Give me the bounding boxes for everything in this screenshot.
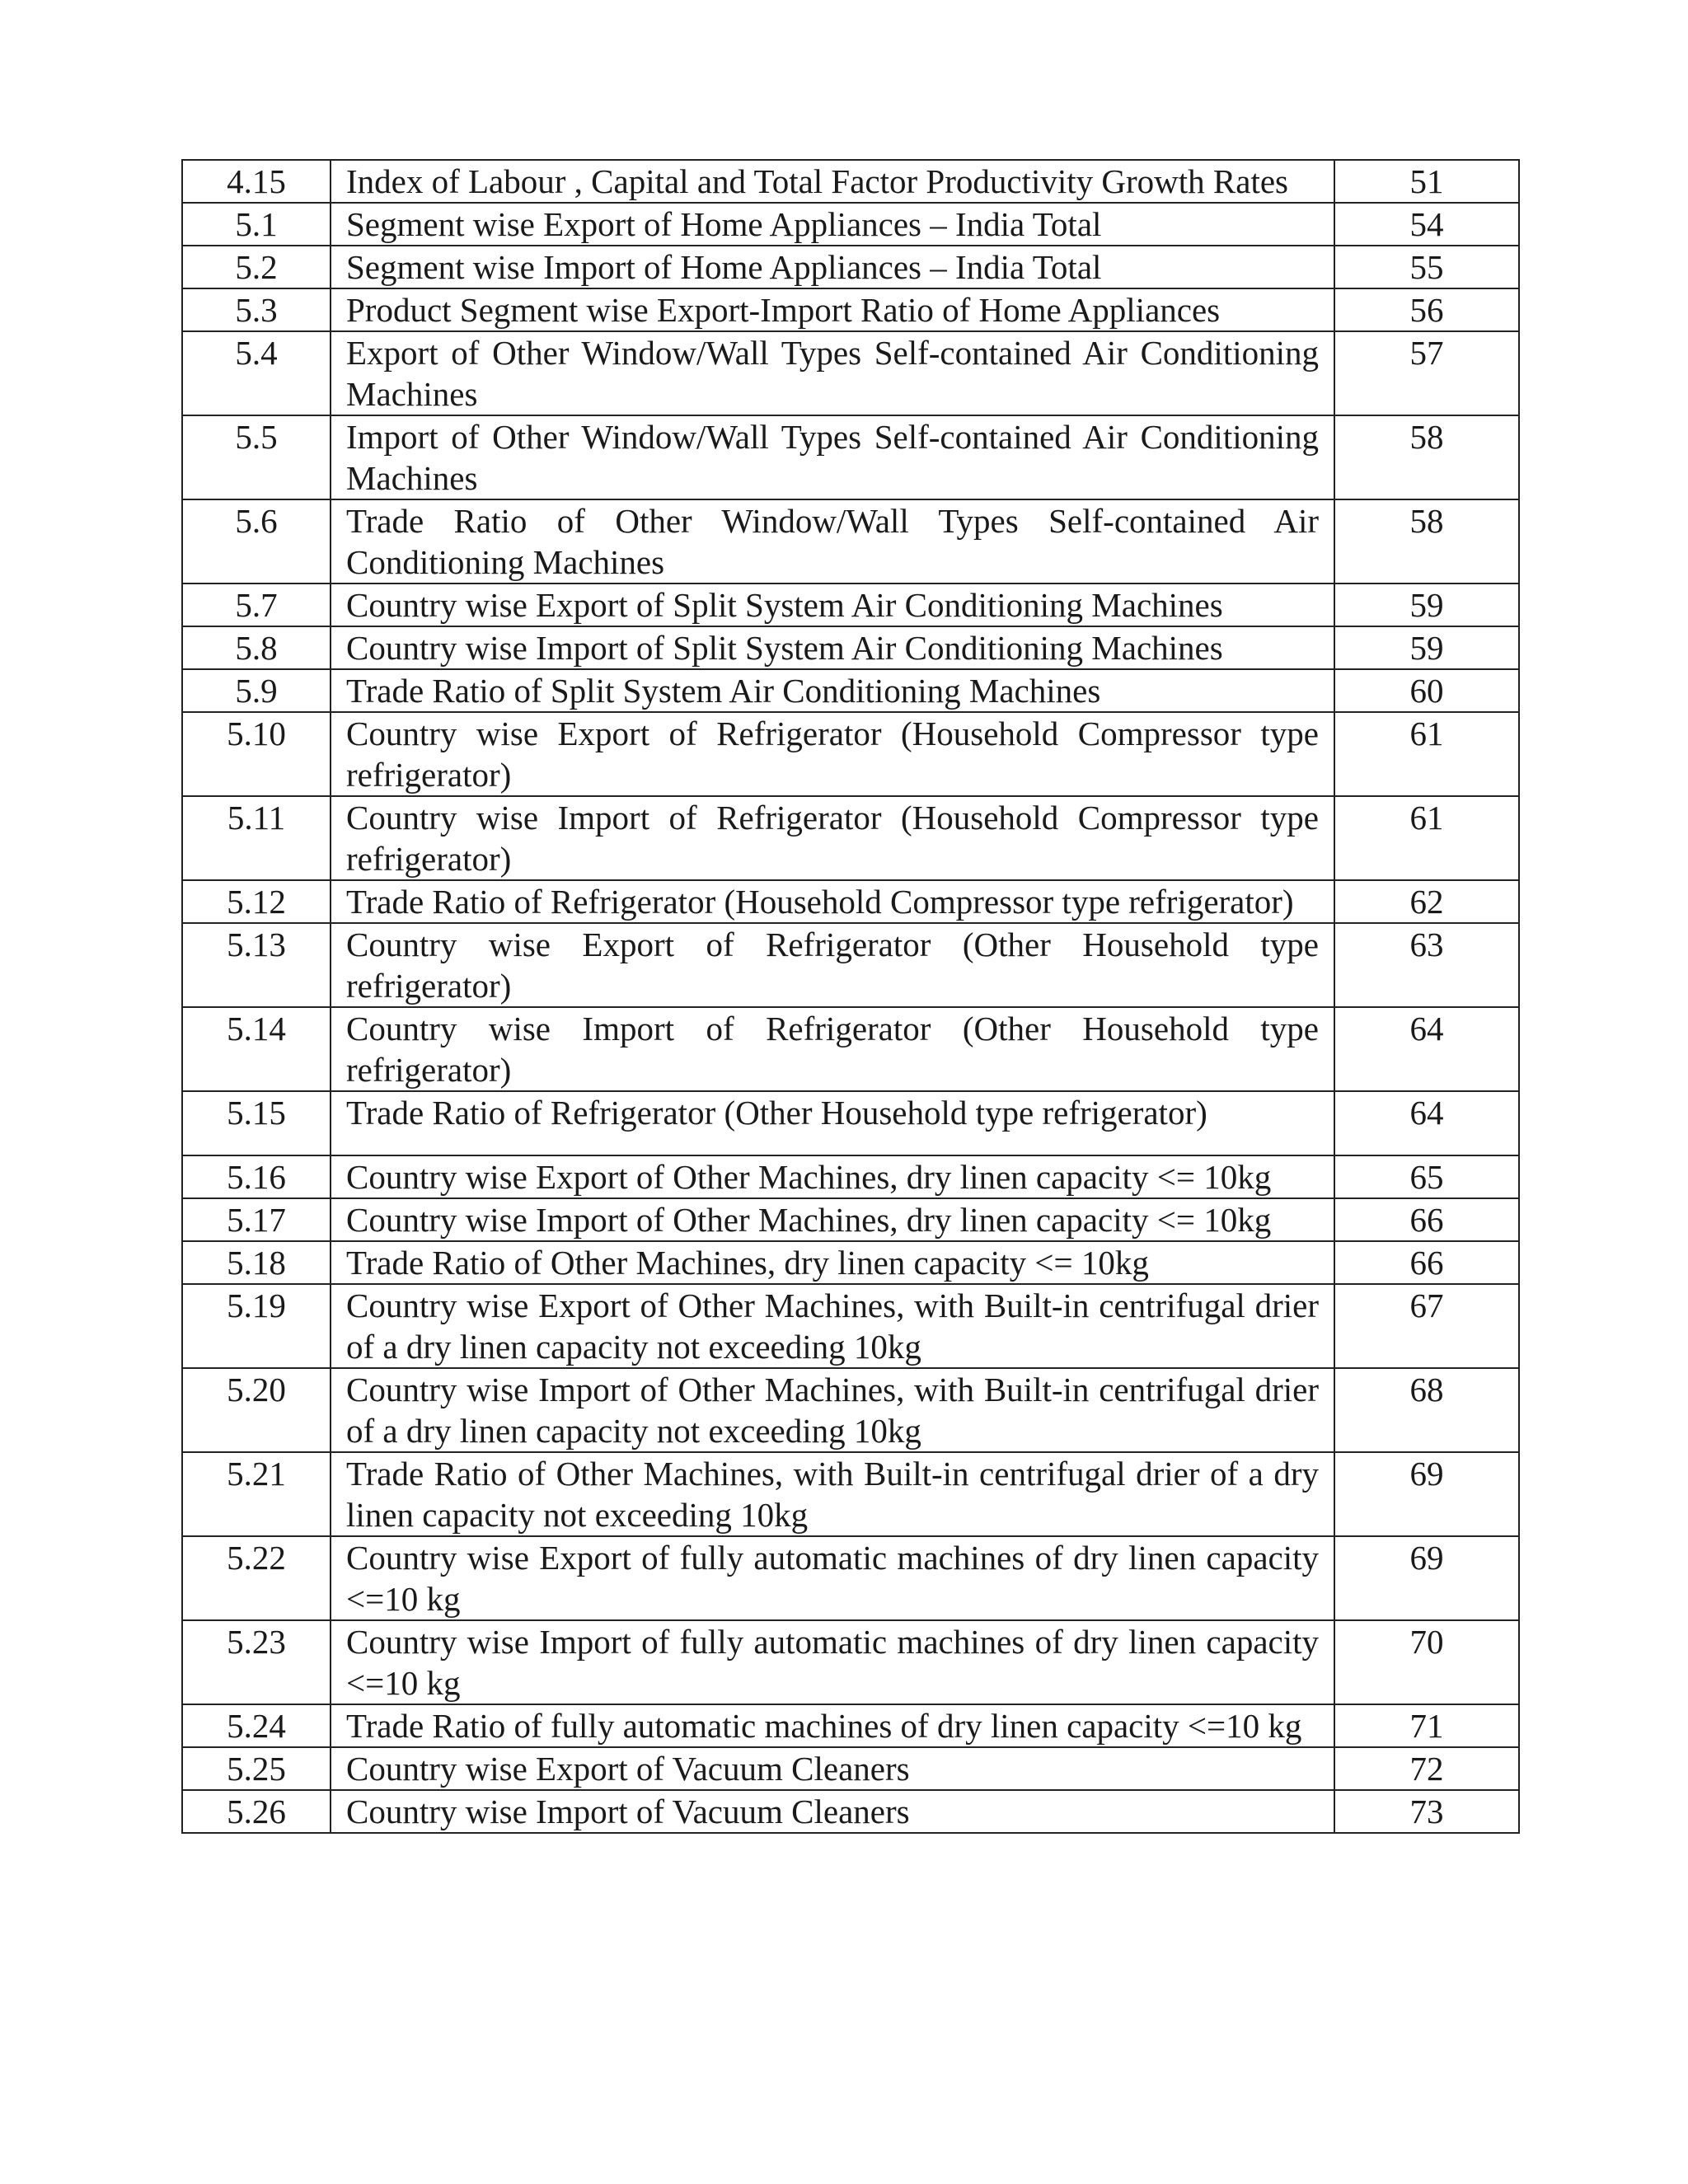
page-number: 69 <box>1334 1536 1519 1620</box>
table-title: Segment wise Import of Home Appliances – India Total <box>331 246 1334 288</box>
table-row <box>182 1007 1519 1091</box>
table-title: Country wise Import of Other Machines, with Built-in centrifugal drier of a dry linen capacity not exceeding 10kg <box>331 1368 1334 1452</box>
table-row <box>182 1790 1519 1833</box>
page-number: 72 <box>1334 1747 1519 1790</box>
table-number: 5.17 <box>182 1198 331 1241</box>
table-title: Trade Ratio of Other Window/Wall Types Self-contained Air Conditioning Machines <box>331 499 1334 583</box>
table-row <box>182 1198 1519 1241</box>
table-title: Country wise Export of Other Machines, with Built-in centrifugal drier of a dry linen capacity not exceeding 10kg <box>331 1284 1334 1368</box>
table-row <box>182 415 1519 499</box>
table-number: 5.3 <box>182 288 331 331</box>
table-row <box>182 203 1519 246</box>
table-row <box>182 1091 1519 1155</box>
table-number: 5.5 <box>182 415 331 499</box>
table-number: 5.26 <box>182 1790 331 1833</box>
table-number: 5.25 <box>182 1747 331 1790</box>
table-row <box>182 1155 1519 1198</box>
page-number: 54 <box>1334 203 1519 246</box>
table-title: Country wise Export of Other Machines, dry linen capacity <= 10kg <box>331 1155 1334 1198</box>
table-number: 5.16 <box>182 1155 331 1198</box>
table-number: 5.23 <box>182 1620 331 1704</box>
table-title: Country wise Import of Vacuum Cleaners <box>331 1790 1334 1833</box>
table-row <box>182 669 1519 712</box>
table-title: Country wise Export of Vacuum Cleaners <box>331 1747 1334 1790</box>
page-number: 58 <box>1334 499 1519 583</box>
page-number: 67 <box>1334 1284 1519 1368</box>
table-number: 5.12 <box>182 880 331 923</box>
table-row <box>182 796 1519 880</box>
table-title: Index of Labour , Capital and Total Factor Productivity Growth Rates <box>331 160 1334 203</box>
table-title: Trade Ratio of fully automatic machines of dry linen capacity <=10 kg <box>331 1704 1334 1747</box>
table-row <box>182 1241 1519 1284</box>
page-number: 64 <box>1334 1091 1519 1155</box>
table-number: 5.21 <box>182 1452 331 1536</box>
page-number: 71 <box>1334 1704 1519 1747</box>
page-number: 56 <box>1334 288 1519 331</box>
table-row <box>182 583 1519 626</box>
table-row <box>182 1368 1519 1452</box>
table-title: Country wise Import of Refrigerator (Household Compressor type refrigerator) <box>331 796 1334 880</box>
table-row <box>182 626 1519 669</box>
page-number: 66 <box>1334 1241 1519 1284</box>
page-number: 51 <box>1334 160 1519 203</box>
page-number: 55 <box>1334 246 1519 288</box>
table-body <box>182 160 1519 1833</box>
table-title: Trade Ratio of Other Machines, with Built-in centrifugal drier of a dry linen capacity not exceeding 10kg <box>331 1452 1334 1536</box>
page-number: 64 <box>1334 1007 1519 1091</box>
table-title: Country wise Import of Refrigerator (Other Household type refrigerator) <box>331 1007 1334 1091</box>
page-number: 61 <box>1334 796 1519 880</box>
table-number: 5.22 <box>182 1536 331 1620</box>
table-title: Country wise Export of Refrigerator (Household Compressor type refrigerator) <box>331 712 1334 796</box>
page-number: 62 <box>1334 880 1519 923</box>
table-row <box>182 1536 1519 1620</box>
table-number: 5.18 <box>182 1241 331 1284</box>
table-number: 5.8 <box>182 626 331 669</box>
table-title: Trade Ratio of Refrigerator (Other Household type refrigerator) <box>331 1091 1334 1155</box>
table-title: Trade Ratio of Split System Air Conditioning Machines <box>331 669 1334 712</box>
page-number: 60 <box>1334 669 1519 712</box>
table-row <box>182 288 1519 331</box>
table-number: 5.7 <box>182 583 331 626</box>
table-title: Trade Ratio of Refrigerator (Household Compressor type refrigerator) <box>331 880 1334 923</box>
table-number: 5.24 <box>182 1704 331 1747</box>
table-title: Trade Ratio of Other Machines, dry linen capacity <= 10kg <box>331 1241 1334 1284</box>
table-number: 5.19 <box>182 1284 331 1368</box>
page-number: 69 <box>1334 1452 1519 1536</box>
table-row <box>182 880 1519 923</box>
table-number: 5.6 <box>182 499 331 583</box>
table-number: 5.10 <box>182 712 331 796</box>
table-number: 4.15 <box>182 160 331 203</box>
page-number: 70 <box>1334 1620 1519 1704</box>
page-number: 59 <box>1334 626 1519 669</box>
table-number: 5.13 <box>182 923 331 1007</box>
page-number: 63 <box>1334 923 1519 1007</box>
table-row <box>182 499 1519 583</box>
table-number: 5.4 <box>182 331 331 415</box>
table-row <box>182 1620 1519 1704</box>
table-row <box>182 246 1519 288</box>
table-row <box>182 1452 1519 1536</box>
page-number: 65 <box>1334 1155 1519 1198</box>
table-row <box>182 712 1519 796</box>
table-number: 5.11 <box>182 796 331 880</box>
page-number: 61 <box>1334 712 1519 796</box>
page-number: 73 <box>1334 1790 1519 1833</box>
table-number: 5.15 <box>182 1091 331 1155</box>
table-number: 5.9 <box>182 669 331 712</box>
table-title: Country wise Import of Split System Air Conditioning Machines <box>331 626 1334 669</box>
table-title: Segment wise Export of Home Appliances – India Total <box>331 203 1334 246</box>
table-row <box>182 331 1519 415</box>
table-number: 5.14 <box>182 1007 331 1091</box>
table-row <box>182 923 1519 1007</box>
page-number: 59 <box>1334 583 1519 626</box>
table-row <box>182 1704 1519 1747</box>
table-title: Product Segment wise Export-Import Ratio of Home Appliances <box>331 288 1334 331</box>
table-title: Import of Other Window/Wall Types Self-contained Air Conditioning Machines <box>331 415 1334 499</box>
table-number: 5.20 <box>182 1368 331 1452</box>
table-title: Export of Other Window/Wall Types Self-contained Air Conditioning Machines <box>331 331 1334 415</box>
page-number: 58 <box>1334 415 1519 499</box>
page-number: 68 <box>1334 1368 1519 1452</box>
table-title: Country wise Export of fully automatic machines of dry linen capacity <=10 kg <box>331 1536 1334 1620</box>
table-number: 5.1 <box>182 203 331 246</box>
page-number: 66 <box>1334 1198 1519 1241</box>
table-row <box>182 1747 1519 1790</box>
table-title: Country wise Export of Split System Air Conditioning Machines <box>331 583 1334 626</box>
table-title: Country wise Export of Refrigerator (Other Household type refrigerator) <box>331 923 1334 1007</box>
table-number: 5.2 <box>182 246 331 288</box>
table-title: Country wise Import of Other Machines, dry linen capacity <= 10kg <box>331 1198 1334 1241</box>
table-row <box>182 160 1519 203</box>
list-of-tables <box>181 159 1520 1834</box>
table-title: Country wise Import of fully automatic machines of dry linen capacity <=10 kg <box>331 1620 1334 1704</box>
page-number: 57 <box>1334 331 1519 415</box>
table-row <box>182 1284 1519 1368</box>
